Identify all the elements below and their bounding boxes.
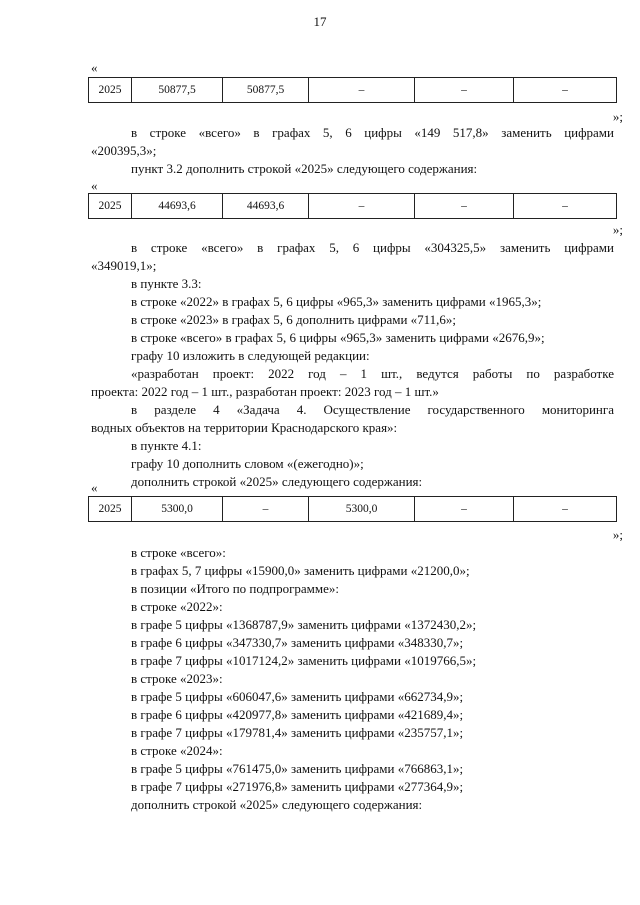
table-cell: – <box>415 194 514 219</box>
table-cell: – <box>309 194 415 219</box>
quote-close: »; <box>612 527 623 542</box>
table-row-2025-block-2 <box>88 193 617 219</box>
text-line: в графе 5 цифры «606047,6» заменить цифрами «662734,9»; <box>131 689 464 704</box>
text-line: графу 10 изложить в следующей редакции: <box>131 348 370 363</box>
text-line: пункт 3.2 дополнить строкой «2025» следующего содержания: <box>131 161 478 176</box>
text-line: в графе 7 цифры «179781,4» заменить цифрами «235757,1»; <box>131 725 464 740</box>
text-line: в строке «2024»: <box>131 743 223 758</box>
text-line: в разделе 4 «Задача 4. Осуществление государственного мониторинга <box>131 402 614 417</box>
text-line: в строке «2023» в графах 5, 6 дополнить цифрами «711,6»; <box>131 312 457 327</box>
text-line: в строке «2022» в графах 5, 6 цифры «965,3» заменить цифрами «1965,3»; <box>131 294 542 309</box>
text-line: в пункте 3.3: <box>131 276 202 291</box>
table-cell: 2025 <box>89 194 132 219</box>
table-cell: 2025 <box>89 78 132 103</box>
text-line: в пункте 4.1: <box>131 438 202 453</box>
quote-open: « <box>91 178 98 193</box>
quote-close: »; <box>612 222 623 237</box>
table-cell: 5300,0 <box>132 497 223 522</box>
text-line: дополнить строкой «2025» следующего содержания: <box>131 474 423 489</box>
text-line: в графах 5, 7 цифры «15900,0» заменить цифрами «21200,0»; <box>131 563 470 578</box>
text-line: в графе 6 цифры «420977,8» заменить цифрами «421689,4»; <box>131 707 464 722</box>
text-line: дополнить строкой «2025» следующего содержания: <box>131 797 423 812</box>
table-row-2025-block-1 <box>88 77 617 103</box>
table-cell: – <box>514 78 617 103</box>
text-line: в строке «2023»: <box>131 671 223 686</box>
table-cell: 44693,6 <box>132 194 223 219</box>
text-line: проекта: 2022 год – 1 шт., разработан проект: 2023 год – 1 шт.» <box>91 384 439 399</box>
text-line: в графе 5 цифры «1368787,9» заменить цифрами «1372430,2»; <box>131 617 477 632</box>
table-cell: 2025 <box>89 497 132 522</box>
text-line: в строке «2022»: <box>131 599 223 614</box>
table-cell: – <box>514 497 617 522</box>
table-cell: 50877,5 <box>223 78 309 103</box>
table-cell: – <box>514 194 617 219</box>
table-cell: – <box>415 497 514 522</box>
table-cell: 44693,6 <box>223 194 309 219</box>
text-line: в строке «всего» в графах 5, 6 цифры «304325,5» заменить цифрами <box>131 240 614 255</box>
quote-close: »; <box>612 109 623 124</box>
text-line: в строке «всего» в графах 5, 6 цифры «149 517,8» заменить цифрами <box>131 125 614 140</box>
text-line: водных объектов на территории Краснодарского края»: <box>91 420 398 435</box>
text-line: в строке «всего» в графах 5, 6 цифры «965,3» заменить цифрами «2676,9»; <box>131 330 545 345</box>
table-cell: – <box>223 497 309 522</box>
quote-open: « <box>91 480 98 495</box>
text-line: в графе 5 цифры «761475,0» заменить цифрами «766863,1»; <box>131 761 464 776</box>
text-line: в графе 7 цифры «271976,8» заменить цифрами «277364,9»; <box>131 779 464 794</box>
text-line: «разработан проект: 2022 год – 1 шт., ведутся работы по разработке <box>131 366 614 381</box>
text-line: в позиции «Итого по подпрограмме»: <box>131 581 340 596</box>
page-number: 17 <box>313 14 327 29</box>
text-line: «349019,1»; <box>91 258 157 273</box>
table-cell: 5300,0 <box>309 497 415 522</box>
text-line: в графе 6 цифры «347330,7» заменить цифрами «348330,7»; <box>131 635 464 650</box>
quote-open: « <box>91 60 98 75</box>
text-line: графу 10 дополнить словом «(ежегодно)»; <box>131 456 364 471</box>
table-cell: – <box>415 78 514 103</box>
text-line: в графе 7 цифры «1017124,2» заменить цифрами «1019766,5»; <box>131 653 477 668</box>
text-line: «200395,3»; <box>91 143 157 158</box>
text-line: в строке «всего»: <box>131 545 226 560</box>
table-row-2025-block-3 <box>88 496 617 522</box>
table-cell: 50877,5 <box>132 78 223 103</box>
table-cell: – <box>309 78 415 103</box>
